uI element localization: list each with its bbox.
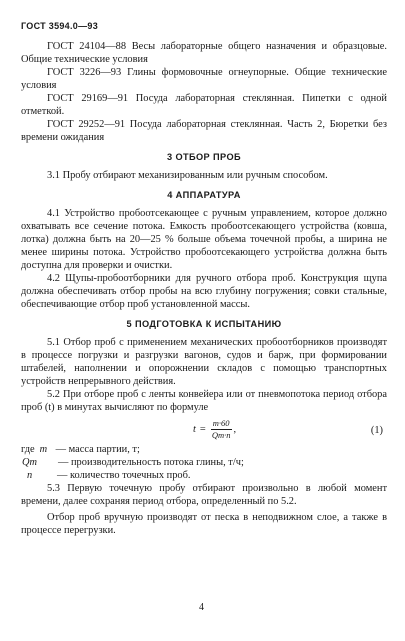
- document-body: [21, 40, 387, 537]
- reference-1: ГОСТ 24104—88 Весы лабораторные общего назначения и образцовые. Общие технические условия: [21, 41, 387, 65]
- variable-definitions: [21, 443, 387, 482]
- paragraph-4-1: 4.1 Устройство пробоотсекающее с ручным управлением, которое должно охватывать все сечение потока. Емкость пробоотсекающего устройства (ковша, лотка) должна быть на 20—25 % больше объема точечной пробы, а ширина не менее ширины потока. Устройство пробоотсекающего устройства должна быть доступна для проверки и очистки.: [21, 208, 387, 271]
- definition-symbol: n: [27, 470, 33, 481]
- paragraph-4-2: 4.2 Щупы-пробоотборники для ручного отбора проб. Конструкция щупа должна обеспечивать отбор пробы на всю глубину погружения; совки стальные, обеспечивающие отбор проб установленной массы.: [21, 273, 387, 310]
- page-number: 4: [199, 602, 204, 613]
- formula-denominator: Qm·n: [211, 430, 231, 440]
- paragraph-3-1: 3.1 Пробу отбирают механизированным или ручным способом.: [47, 170, 328, 181]
- section-4-heading: 4 АППАРАТУРА: [167, 190, 241, 200]
- definition-text: — количество точечных проб.: [57, 470, 191, 481]
- definition-text: — масса партии, т;: [55, 444, 140, 455]
- definition-row: [21, 443, 387, 456]
- definition-row: [21, 469, 387, 482]
- formula-fraction: [211, 419, 232, 440]
- definition-row: [21, 456, 387, 469]
- definition-text: — производительность потока глины, т/ч;: [58, 457, 244, 468]
- formula-tail: ,: [233, 424, 237, 435]
- reference-3: ГОСТ 29169—91 Посуда лабораторная стеклянная. Пипетки с одной отметкой.: [21, 93, 387, 117]
- definition-symbol: Qm: [22, 457, 38, 468]
- formula-number: (1): [370, 425, 383, 436]
- standard-header: ГОСТ 3594.0—93: [21, 21, 98, 31]
- section-3-heading: 3 ОТБОР ПРОБ: [166, 152, 241, 162]
- formula-row: [21, 416, 387, 442]
- paragraph-5-4: Отбор проб вручную производят от песка в неподвижном слое, а также в процессе перегрузки.: [21, 512, 387, 536]
- formula-lhs: t: [193, 424, 196, 435]
- where-label: где: [21, 444, 35, 455]
- formula: [193, 419, 236, 440]
- formula-equals: =: [199, 424, 206, 435]
- formula-numerator: m·60: [212, 418, 230, 428]
- paragraph-5-1: 5.1 Отбор проб с применением механических пробоотборников производят в процессе погрузки и разгрузки вагонов, судов и барж, при формировании штабелей, наполнении и опорожнении складов с помощью транспортных устройств непрерывного действия.: [21, 337, 387, 387]
- reference-2: ГОСТ 3226—93 Глины формовочные огнеупорные. Общие технические условия: [21, 67, 387, 91]
- reference-4: ГОСТ 29252—91 Посуда лабораторная стеклянная. Часть 2, Бюретки без времени ожидания: [21, 119, 387, 143]
- definition-symbol: m: [39, 444, 48, 455]
- section-5-heading: 5 ПОДГОТОВКА К ИСПЫТАНИЮ: [126, 319, 282, 329]
- paragraph-5-2: 5.2 При отборе проб с ленты конвейера или от пневмопотока период отбора проб (t) в минутах вычисляют по формуле: [21, 389, 387, 413]
- paragraph-5-3: 5.3 Первую точечную пробу отбирают произвольно в любой момент времени, далее сохраняя период отбора, определенный по 5.2.: [21, 483, 387, 507]
